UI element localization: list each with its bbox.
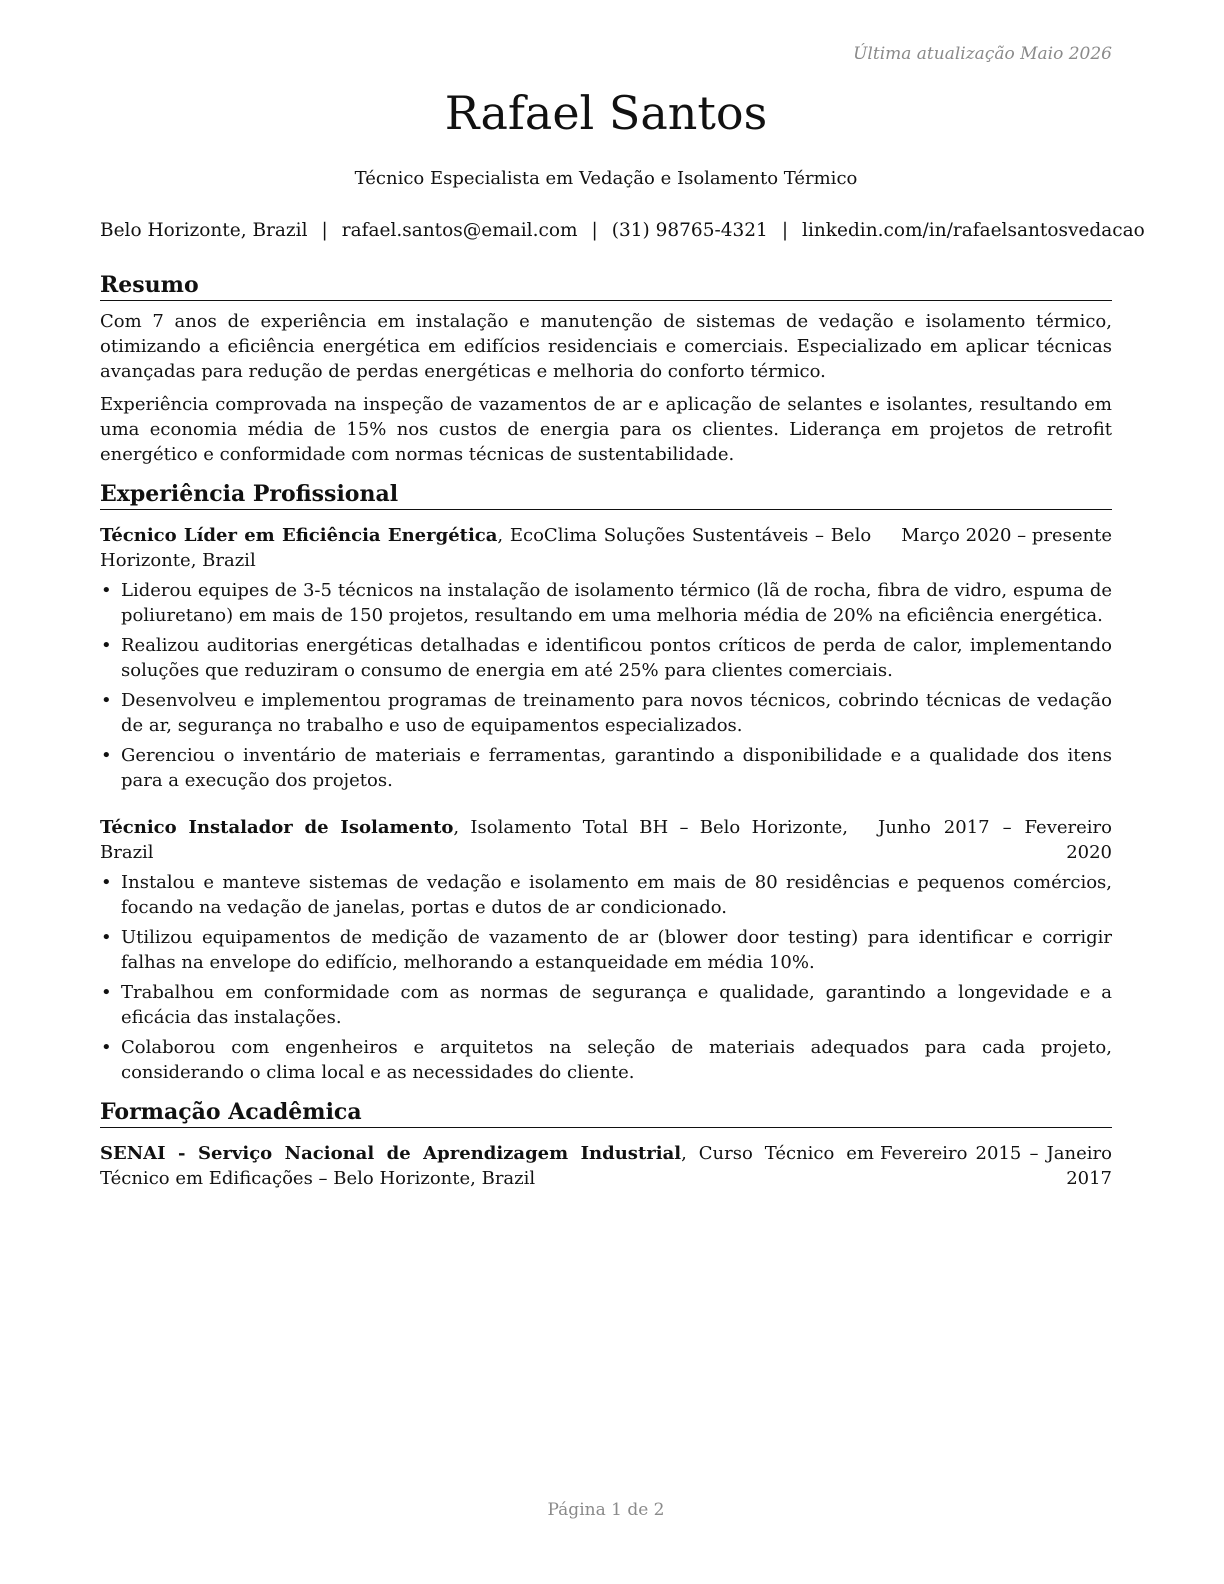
summary-paragraph: Com 7 anos de experiência em instalação e manutenção de sistemas de vedação e isolamento térmico, otimizando a eficiência energética em edifícios residenciais e comerciais. Especializado em aplicar técnicas avançadas para redução de perdas energéticas e melhoria do conforto térmico. bbox=[100, 311, 1112, 382]
education-entry bbox=[100, 1141, 1112, 1191]
list-item: • Utilizou equipamentos de medição de vazamento de ar (blower door testing) para identificar e corrigir falhas na envelope do edifício, melhorando a estanqueidade em média 10%. bbox=[121, 925, 1112, 975]
job-header bbox=[100, 815, 1112, 865]
job-company: , EcoClima Soluções Sustentáveis – Belo Horizonte, Brazil bbox=[100, 525, 872, 571]
section-title-summary: Resumo bbox=[100, 272, 1112, 301]
job-bullets bbox=[100, 870, 1112, 1085]
contact-separator: | bbox=[591, 220, 598, 241]
job-dates: Junho 2017 – Fevereiro 2020 bbox=[878, 817, 1112, 863]
education-dates: Fevereiro 2015 – Janeiro 2017 bbox=[880, 1143, 1112, 1189]
education-program: , Curso Técnico em Técnico em Edificações – Belo Horizonte, Brazil bbox=[100, 1143, 875, 1189]
resume-content bbox=[100, 272, 1112, 1201]
experience-section bbox=[100, 481, 1112, 1085]
job-dates: Março 2020 – presente bbox=[901, 525, 1112, 546]
section-title-experience: Experiência Profissional bbox=[100, 481, 1112, 510]
headline: Técnico Especialista em Vedação e Isolamento Térmico bbox=[354, 168, 858, 189]
summary-section bbox=[100, 272, 1112, 467]
contact-linkedin[interactable]: linkedin.com/in/rafaelsantosvedacao bbox=[802, 220, 1145, 241]
job-header bbox=[100, 523, 1112, 573]
page-number: Página 1 de 2 bbox=[547, 1500, 665, 1520]
contact-email[interactable]: rafael.santos@email.com bbox=[341, 220, 578, 241]
list-item: • Instalou e manteve sistemas de vedação e isolamento em mais de 80 residências e pequenos comércios, focando na vedação de janelas, portas e dutos de ar condicionado. bbox=[121, 870, 1112, 920]
list-item: • Trabalhou em conformidade com as normas de segurança e qualidade, garantindo a longevidade e a eficácia das instalações. bbox=[121, 980, 1112, 1030]
list-item: • Desenvolveu e implementou programas de treinamento para novos técnicos, cobrindo técnicas de vedação de ar, segurança no trabalho e uso de equipamentos especializados. bbox=[121, 688, 1112, 738]
education-school: SENAI - Serviço Nacional de Aprendizagem Industrial bbox=[100, 1143, 682, 1164]
job-role: Técnico Líder em Eficiência Energética bbox=[100, 525, 498, 546]
contact-phone: (31) 98765-4321 bbox=[611, 220, 768, 241]
contact-location: Belo Horizonte, Brazil bbox=[100, 220, 308, 241]
list-item: • Gerenciou o inventário de materiais e ferramentas, garantindo a disponibilidade e a qualidade dos itens para a execução dos projetos. bbox=[121, 743, 1112, 793]
contact-line bbox=[100, 220, 1145, 241]
list-item: • Colaborou com engenheiros e arquitetos na seleção de materiais adequados para cada projeto, considerando o clima local e as necessidades do cliente. bbox=[121, 1035, 1112, 1085]
job-bullets bbox=[100, 578, 1112, 793]
job-entry bbox=[100, 523, 1112, 793]
education-header bbox=[100, 1141, 1112, 1191]
summary-paragraph: Experiência comprovada na inspeção de vazamentos de ar e aplicação de selantes e isolantes, resultando em uma economia média de 15% nos custos de energia para os clientes. Liderança em projetos de retrofit energético e conformidade com normas técnicas de sustentabilidade. bbox=[100, 394, 1112, 465]
contact-separator: | bbox=[321, 220, 328, 241]
job-entry bbox=[100, 815, 1112, 1085]
section-title-education: Formação Acadêmica bbox=[100, 1099, 1112, 1128]
candidate-name: Rafael Santos bbox=[444, 86, 768, 140]
resume-page bbox=[100, 0, 1145, 1584]
list-item: • Realizou auditorias energéticas detalhadas e identificou pontos críticos de perda de calor, implementando soluções que reduziram o consumo de energia em até 25% para clientes comerciais. bbox=[121, 633, 1112, 683]
education-section bbox=[100, 1099, 1112, 1191]
last-updated: Última atualização Maio 2026 bbox=[853, 44, 1112, 64]
list-item: • Liderou equipes de 3-5 técnicos na instalação de isolamento térmico (lã de rocha, fibra de vidro, espuma de poliuretano) em mais de 150 projetos, resultando em uma melhoria média de 20% na eficiência energética. bbox=[121, 578, 1112, 628]
contact-separator: | bbox=[781, 220, 789, 241]
job-company: , Isolamento Total BH – Belo Horizonte, Brazil bbox=[100, 817, 848, 863]
job-role: Técnico Instalador de Isolamento bbox=[100, 817, 454, 838]
